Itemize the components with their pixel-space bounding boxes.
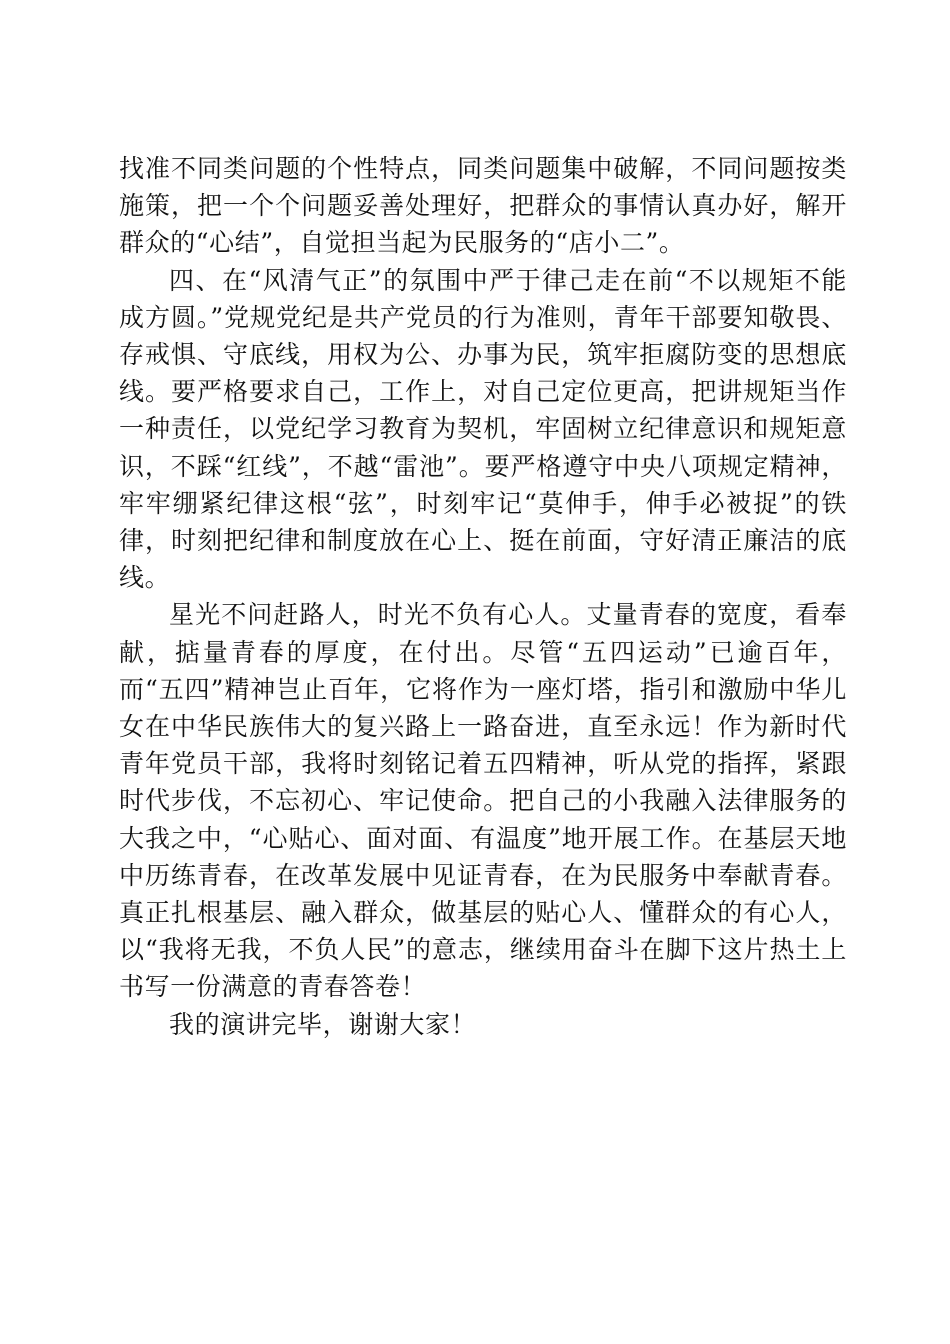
paragraph-conclusion: 星光不问赶路人，时光不负有心人。丈量青春的宽度，看奉献，掂量青春的厚度，在付出。尽管“五四运动”已逾百年，而“五四”精神岂止百年，它将作为一座灯塔，指引和激励中华儿女在中华民族伟大的复兴路上一路奋进，直至永远！作为新时代青年党员干部，我将时刻铭记着五四精神，听从党的指挥，紧跟时代步伐，不忘初心、牢记使命。把自己的小我融入法律服务的大我之中，“心贴心、面对面、有温度”地开展工作。在基层天地中历练青春，在改革发展中见证青春，在为民服务中奉献青春。真正扎根基层、融入群众，做基层的贴心人、懂群众的有心人，以“我将无我，不负人民”的意志，继续用奋斗在脚下这片热土上书写一份满意的青春答卷！ xyxy=(119,600,847,1002)
document-body xyxy=(119,150,847,1043)
paragraph-continuation: 找准不同类问题的个性特点，同类问题集中破解，不同问题按类施策，把一个个问题妥善处理好，把群众的事情认真办好，解开群众的“心结”，自觉担当起为民服务的“店小二”。 xyxy=(119,154,847,258)
paragraph-closing: 我的演讲完毕，谢谢大家！ xyxy=(169,1009,477,1039)
paragraph-section-four: 四、在“风清气正”的氛围中严于律己走在前“不以规矩不能成方圆。”党规党纪是共产党员的行为准则，青年干部要知敬畏、存戒惧、守底线，用权为公、办事为民，筑牢拒腐防变的思想底线。要严格要求自己，工作上，对自己定位更高，把讲规矩当作一种责任，以党纪学习教育为契机，牢固树立纪律意识和规矩意识，不踩“红线”，不越“雷池”。要严格遵守中央八项规定精神，牢牢绷紧纪律这根“弦”，时刻牢记“莫伸手，伸手必被捉”的铁律，时刻把纪律和制度放在心上、挺在前面，守好清正廉洁的底线。 xyxy=(119,265,847,593)
